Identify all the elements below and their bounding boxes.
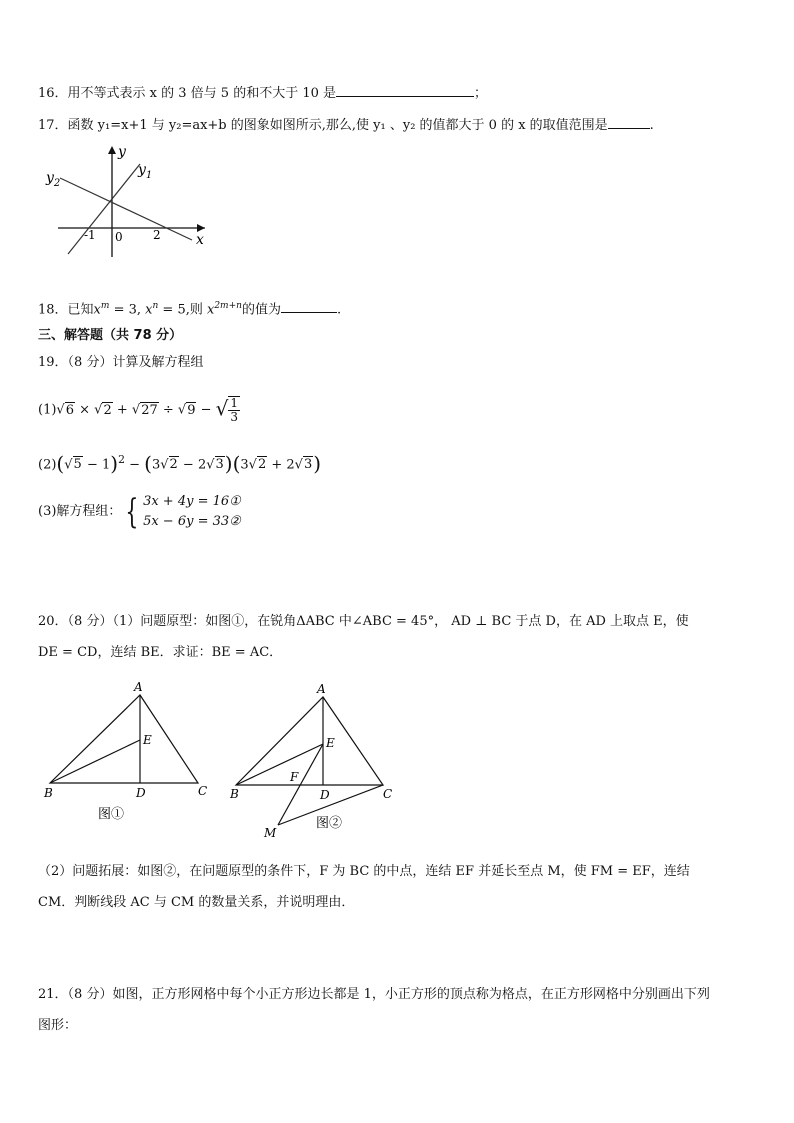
q18-sup-n: n xyxy=(152,301,159,311)
line-y1 xyxy=(68,164,140,254)
p3-label: (3)解方程组： xyxy=(38,504,122,519)
equation-1: 3x + 4y = 16① xyxy=(143,494,241,509)
segment-be xyxy=(50,740,140,783)
q17-end: . xyxy=(649,118,654,133)
q17-graph xyxy=(40,142,220,262)
point-e: E xyxy=(326,736,335,750)
q19-part2: $(2)(√5 - 1)^2 - (3√2 - 2√3)(3√2 + 2√3)$ xyxy=(38,451,322,476)
q19-part1: (1)√6 × √2 + √27 ÷ √9 − √ $\frac{1}{3}$ xyxy=(38,396,239,424)
figure-1 xyxy=(40,680,220,830)
point-c: C xyxy=(383,787,393,801)
y2-label: $y_2$ xyxy=(46,170,61,189)
figure-1-caption: 图① xyxy=(98,807,125,822)
q18-x: x xyxy=(93,302,101,318)
point-d: D xyxy=(136,786,146,800)
q17-text: 17．函数 y₁=x+1 与 y₂=ax+b 的图象如图所示,那么,使 y₁ 、y₂ 的值都大于 0 的 x 的取值范围是 xyxy=(38,118,608,133)
q18-eq2: = 5,则 xyxy=(158,302,207,318)
segment-be xyxy=(236,744,323,785)
section-title: 三、解答题（共 78 分） xyxy=(38,328,183,343)
q18-suffix: 的值为 xyxy=(241,302,281,318)
point-b: B xyxy=(44,786,53,800)
q18-prefix: 18．已知 xyxy=(38,302,94,318)
question-18 xyxy=(38,296,341,320)
q18-x2: x xyxy=(145,302,153,318)
x-axis-label: x xyxy=(196,232,204,248)
point-d: D xyxy=(320,788,330,802)
q20-line4: CM．判断线段 AC 与 CM 的数量关系，并说明理由． xyxy=(38,895,355,910)
q16-end: ； xyxy=(474,86,488,101)
figure-2 xyxy=(228,680,418,850)
triangle-abc xyxy=(50,695,198,783)
question-17 xyxy=(38,114,654,136)
answer-blank[interactable] xyxy=(336,82,474,97)
figure-2-caption: 图② xyxy=(316,816,343,831)
answer-blank[interactable] xyxy=(281,298,337,313)
q18-sup-target: 2m+n xyxy=(214,301,242,311)
question-16 xyxy=(38,82,487,104)
q19-part3 xyxy=(38,492,241,532)
x-axis-arrow-icon xyxy=(197,224,205,232)
origin-label: 0 xyxy=(115,230,123,244)
p2-label: (2) xyxy=(38,457,57,473)
q20-line3: （2）问题拓展：如图②，在问题原型的条件下，F 为 BC 的中点，连结 EF 并延长至点 M，使 FM = EF，连结 xyxy=(38,864,690,879)
equation-2: 5x − 6y = 33② xyxy=(143,514,241,529)
sqrt-6: 6 xyxy=(65,402,74,418)
point-c: C xyxy=(198,784,208,798)
tick-2-label: 2 xyxy=(153,228,161,242)
q18-eq1: = 3, xyxy=(109,302,146,318)
fraction-1-3: $\frac{1}{3}$ xyxy=(230,396,239,424)
q18-sup-m: m xyxy=(100,301,110,311)
triangle-abc xyxy=(236,697,383,785)
q18-end: . xyxy=(336,302,342,318)
q21-line2: 图形： xyxy=(38,1018,78,1033)
brace-icon: { xyxy=(125,492,139,532)
q18-x3: x xyxy=(206,302,215,318)
q21-line1: 21．（8 分）如图，正方形网格中每个小正方形边长都是 1，小正方形的顶点称为格点，在正方形网格中分别画出下列 xyxy=(38,987,710,1002)
p1-label: (1) xyxy=(38,402,57,418)
answer-blank[interactable] xyxy=(608,114,650,129)
equation-system xyxy=(143,492,241,532)
sqrt-2: 2 xyxy=(103,402,112,418)
y1-label: $y_1$ xyxy=(138,162,153,181)
point-a: A xyxy=(317,682,326,696)
sqrt-9: 9 xyxy=(187,402,196,418)
tick-neg1-label: -1 xyxy=(84,228,96,242)
point-m: M xyxy=(264,826,277,840)
point-f: F xyxy=(290,770,299,784)
sqrt-27: 27 xyxy=(141,402,158,418)
point-e: E xyxy=(143,733,152,747)
y-axis-label: y xyxy=(118,144,126,160)
q16-text: 16．用不等式表示 x 的 3 倍与 5 的和不大于 10 是 xyxy=(38,86,337,101)
question-19-title: 19．（8 分）计算及解方程组 xyxy=(38,355,204,370)
line-y2 xyxy=(60,178,192,240)
y-axis-arrow-icon xyxy=(108,146,116,154)
q20-line1: 20．（8 分）（1）问题原型：如图①，在锐角ΔABC 中∠ABC = 45°， AD ⊥ BC 于点 D，在 AD 上取点 E，使 xyxy=(38,614,689,629)
point-b: B xyxy=(230,787,239,801)
q20-line2: DE = CD，连结 BE．求证：BE = AC． xyxy=(38,645,283,660)
point-a: A xyxy=(134,680,143,694)
